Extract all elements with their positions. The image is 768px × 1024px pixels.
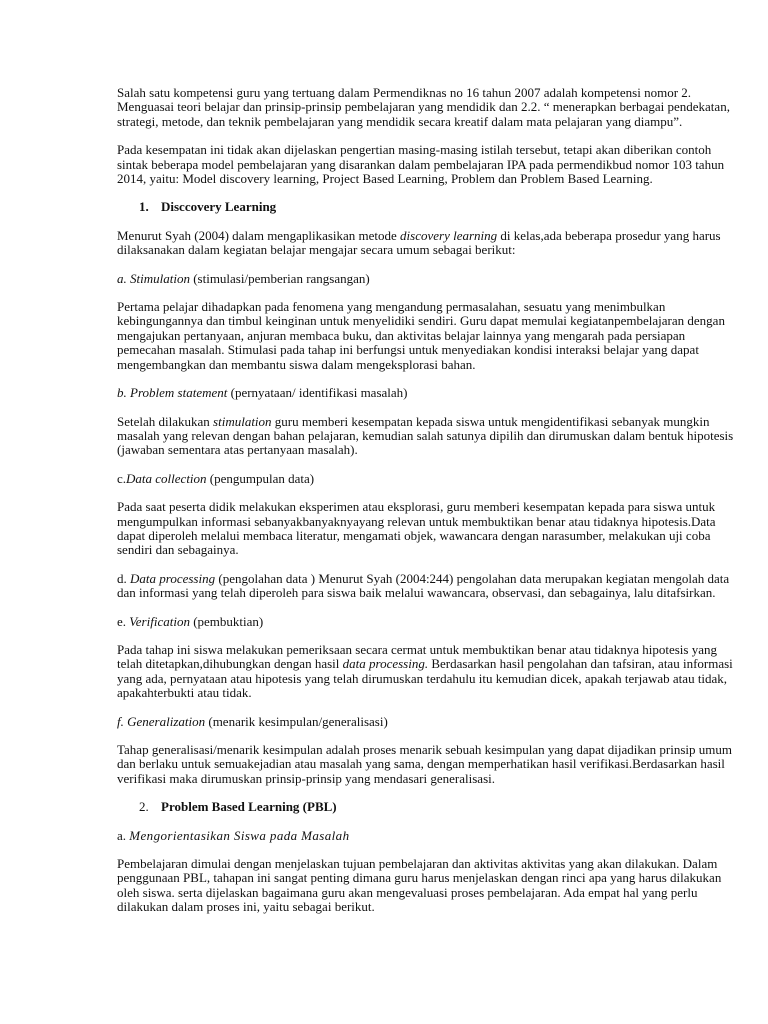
data-collection-label: Data collection [126, 470, 207, 486]
verification-emphasis: data processing. [342, 656, 429, 672]
pbl-step-a-label: Mengorientasikan Siswa pada Masalah [129, 827, 350, 843]
verification-label: Verification [129, 613, 190, 629]
data-processing-paragraph [117, 572, 735, 601]
stimulation-heading [117, 272, 735, 286]
discovery-intro [117, 229, 735, 258]
problem-statement-body [117, 415, 735, 458]
pbl-step-a-heading [117, 829, 735, 843]
discovery-intro-text-a: Menurut Syah (2004) dalam mengaplikasikan metode [117, 227, 401, 243]
problem-statement-gloss: (pernyataan/ identifikasi masalah) [227, 385, 408, 401]
data-processing-label: Data processing [130, 570, 216, 586]
document-body [117, 86, 735, 915]
data-collection-heading [117, 472, 735, 486]
verification-text-b: Berdasarkan hasil pengolahan dan tafsiran, atau informasi yang ada, pernyataan atau hipotesis yang telah dirumuskan terdahulu itu kemudian dicek, apakah terjawab atau tidak, apakahterbukti atau tidak. [117, 656, 733, 701]
section-2-title: Problem Based Learning (PBL) [161, 799, 337, 815]
generalization-gloss: (menarik kesimpulan/generalisasi) [205, 713, 388, 729]
section-1-number: 1. [139, 199, 149, 215]
verification-prefix: e. [117, 613, 130, 629]
problem-statement-text-a: Setelah dilakukan [117, 413, 214, 429]
generalization-body: Tahap generalisasi/menarik kesimpulan adalah proses menarik sebuah kesimpulan yang dapat dijadikan prinsip umum dan berlaku untuk semuakejadian atau masalah yang sama, dengan memperhatikan hasil verifikasi.Berdasarkan hasil verifikasi maka dirumuskan prinsip-prinsip yang mendasari generalisasi. [117, 742, 732, 786]
section-1-heading [117, 200, 735, 214]
intro-paragraph-1: Salah satu kompetensi guru yang tertuang dalam Permendiknas no 16 tahun 2007 adalah kompetensi nomor 2. Menguasai teori belajar dan prinsip-prinsip pembelajaran yang mendidik dan 2.2. “ menerapkan berbagai pendekatan, strategi, metode, dan teknik pembelajaran yang mendidik secara kreatif dalam mata pelajaran yang diampu”. [117, 85, 730, 129]
stimulation-label: a. Stimulation [117, 270, 190, 286]
pbl-step-a-body: Pembelajaran dimulai dengan menjelaskan tujuan pembelajaran dan aktivitas aktivitas yang akan dilakukan. Dalam penggunaan PBL, tahapan ini sangat penting dimana guru harus menjelaskan dengan rinci apa yang harus dilakukan oleh siswa. serta dijelaskan bagaimana guru akan mengevaluasi proses pembelajaran. Ada empat hal yang perlu dilakukan dalam proses ini, yaitu sebagai berikut. [117, 856, 722, 915]
generalization-heading [117, 715, 735, 729]
discovery-intro-text-b: di kelas,ada beberapa prosedur yang harus dilaksanakan dalam kegiatan belajar mengajar secara umum sebagai berikut: [117, 227, 721, 258]
verification-gloss: (pembuktian) [189, 613, 264, 629]
problem-statement-text-b: guru memberi kesempatan kepada siswa untuk mengidentifikasi sebanyak mungkin masalah yang relevan dengan bahan pelajaran, kemudian salah satunya dipilih dan dirumuskan dalam bentuk hipotesis (jawaban sementara atas pertanyaan masalah). [117, 413, 734, 458]
problem-statement-label: b. Problem statement [117, 385, 228, 401]
stimulation-gloss: (stimulasi/pemberian rangsangan) [189, 270, 370, 286]
section-2-number: 2. [139, 799, 149, 815]
verification-text-a: Pada tahap ini siswa melakukan pemeriksaan secara cermat untuk membuktikan benar atau tidaknya hipotesis yang telah ditetapkan,dihubungkan dengan hasil [117, 641, 717, 672]
discovery-intro-emphasis: discovery learning [400, 227, 498, 243]
data-collection-gloss: (pengumpulan data) [206, 470, 315, 486]
data-collection-prefix: c. [117, 470, 127, 486]
stimulation-body: Pertama pelajar dihadapkan pada fenomena yang mengandung permasalahan, sesuatu yang menimbulkan kebingungannya dan timbul keinginan untuk menyelidiki sendiri. Guru dapat memulai kegiatanpembelajaran dengan mengajukan pertanyaan, anjuran membaca buku, dan aktivitas belajar lainnya yang mengarah pada persiapan pemecahan masalah. Stimulasi pada tahap ini berfungsi untuk menyediakan kondisi interaksi belajar yang dapat mengembangkan dan membantu siswa dalam mengeksplorasi bahan. [117, 299, 725, 372]
problem-statement-emphasis: stimulation [213, 413, 272, 429]
verification-body [117, 643, 735, 701]
section-2-heading [117, 800, 735, 814]
data-collection-body: Pada saat peserta didik melakukan eksperimen atau eksplorasi, guru memberi kesempatan kepada para siswa untuk mengumpulkan informasi sebanyakbanyaknyayang relevan untuk membuktikan benar atau tidaknya hipotesis.Data dapat diperoleh melalui membaca literatur, mengamati objek, wawancara dengan narasumber, melakukan uji coba sendiri dan sebagainya. [117, 499, 716, 558]
verification-heading [117, 615, 735, 629]
section-1-title: Disccovery Learning [161, 199, 277, 215]
data-processing-body: (pengolahan data ) Menurut Syah (2004:244) pengolahan data merupakan kegiatan mengolah data dan informasi yang telah diperoleh para siswa baik melalui wawancara, observasi, dan sebagainya, lalu ditafsirkan. [117, 570, 730, 601]
generalization-label: f. Generalization [117, 713, 206, 729]
data-processing-prefix: d. [117, 570, 130, 586]
problem-statement-heading [117, 386, 735, 400]
pbl-step-a-prefix: a. [117, 827, 130, 843]
intro-paragraph-2: Pada kesempatan ini tidak akan dijelaskan pengertian masing-masing istilah tersebut, tetapi akan diberikan contoh sintak beberapa model pembelajaran yang disarankan dalam pembelajaran IPA pada permendikbud nomor 103 tahun 2014, yaitu: Model discovery learning, Project Based Learning, Problem dan Problem Based Learning. [117, 142, 725, 187]
